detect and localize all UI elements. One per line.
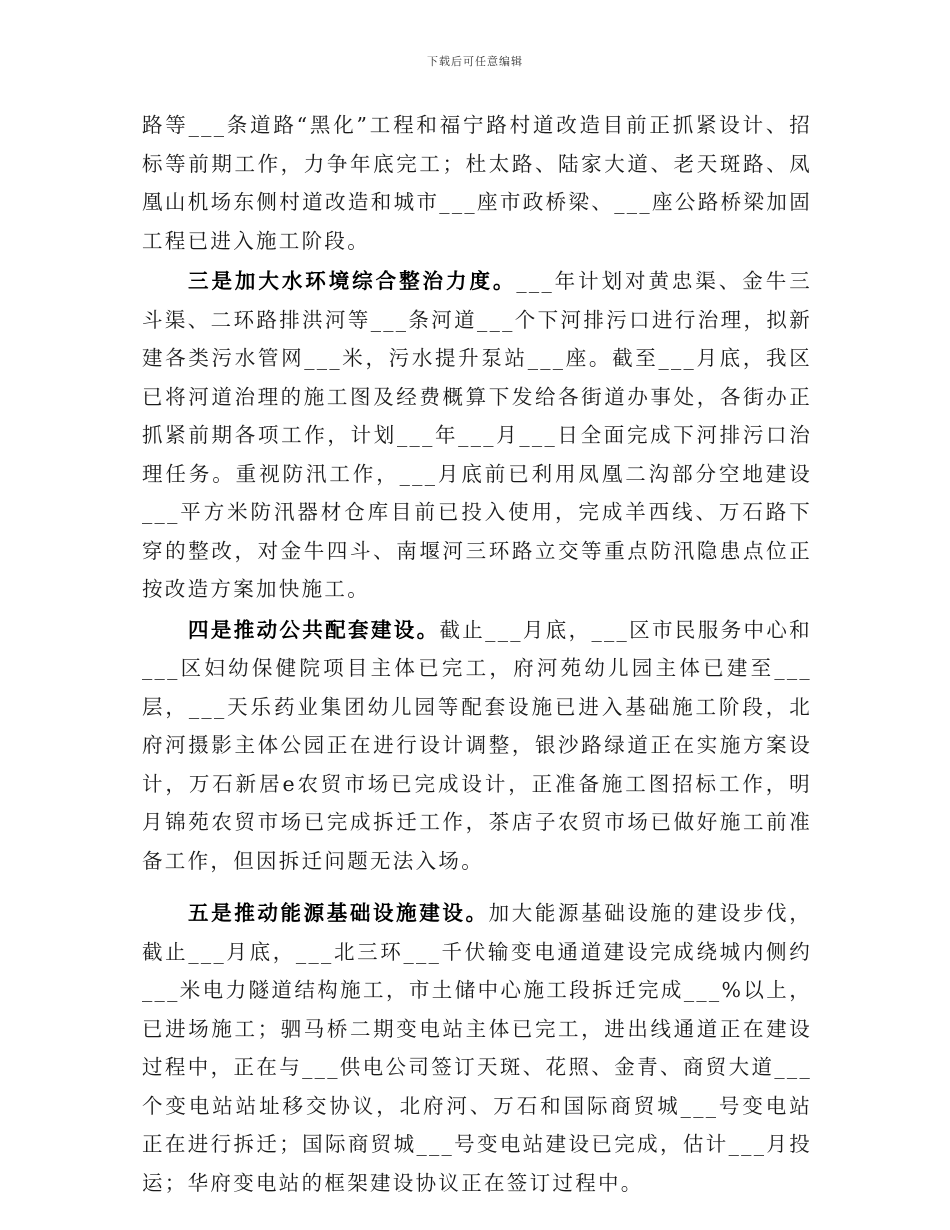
paragraph-lead: 五是推动能源基础设施建设。 bbox=[188, 901, 489, 925]
paragraph-body: 路等___条道路“黑化”工程和福宁路村道改造目前正抓紧设计、招标等前期工作，力争年底完工；杜太路、陆家大道、老天斑路、凤凰山机场东侧村道改造和城市___座市政桥梁、___座公路桥梁加固工程已进入施工阶段。 bbox=[142, 113, 812, 253]
paragraph-lead: 四是推动公共配套建设。 bbox=[188, 617, 440, 642]
paragraph-body: 截止___月底，___区市民服务中心和___区妇幼保健院项目主体已完工，府河苑幼儿园主体已建至___层，___天乐药业集团幼儿园等配套设施已进入基础施工阶段，北府河摄影主体公园正在进行设计调整，银沙路绿道正在实施方案设计，万石新居e农贸市场已完成设计，正准备施工图招标工作，明月锦苑农贸市场已完成拆迁工作，茶店子农贸市场已做好施工前准备工作，但因拆迁问题无法入场。 bbox=[142, 617, 812, 873]
document-body bbox=[142, 106, 812, 1202]
paragraph-roads bbox=[142, 106, 812, 260]
paragraph-water-environment bbox=[142, 262, 812, 609]
paragraph-body: 加大能源基础设施的建设步伐，截止___月底，___北三环___千伏输变电通道建设完成绕城内侧约___米电力隧道结构施工，市土储中心施工段拆迁完成___%以上，已进场施工；驷马桥二期变电站主体已完工，进出线通道正在建设过程中，正在与___供电公司签订天斑、花照、金青、商贸大道___个变电站站址移交协议，北府河、万石和国际商贸城___号变电站正在进行拆迁；国际商贸城___号变电站建设已完成，估计___月投运；华府变电站的框架建设协议正在签订过程中。 bbox=[142, 901, 813, 1195]
paragraph-public-facilities bbox=[142, 611, 812, 881]
paragraph-lead: 三是加大水环境综合整治力度。 bbox=[188, 269, 517, 293]
paragraph-body: ___年计划对黄忠渠、金牛三斗渠、二环路排洪河等___条河道___个下河排污口进行治理，拟新建各类污水管网___米，污水提升泵站___座。截至___月底，我区已将河道治理的施工图及经费概算下发给各街道办事处，各街办正抓紧前期各项工作，计划___年___月___日全面完成下河排污口治理任务。重视防汛工作，___月底前已利用凤凰二沟部分空地建设___平方米防汛器材仓库目前已投入使用，完成羊西线、万石路下穿的整改，对金牛四斗、南堰河三环路立交等重点防汛隐患点位正按改造方案加快施工。 bbox=[142, 269, 812, 601]
paragraph-energy-infrastructure bbox=[142, 894, 812, 1202]
page-header: 下载后可任意编辑 bbox=[427, 55, 523, 68]
